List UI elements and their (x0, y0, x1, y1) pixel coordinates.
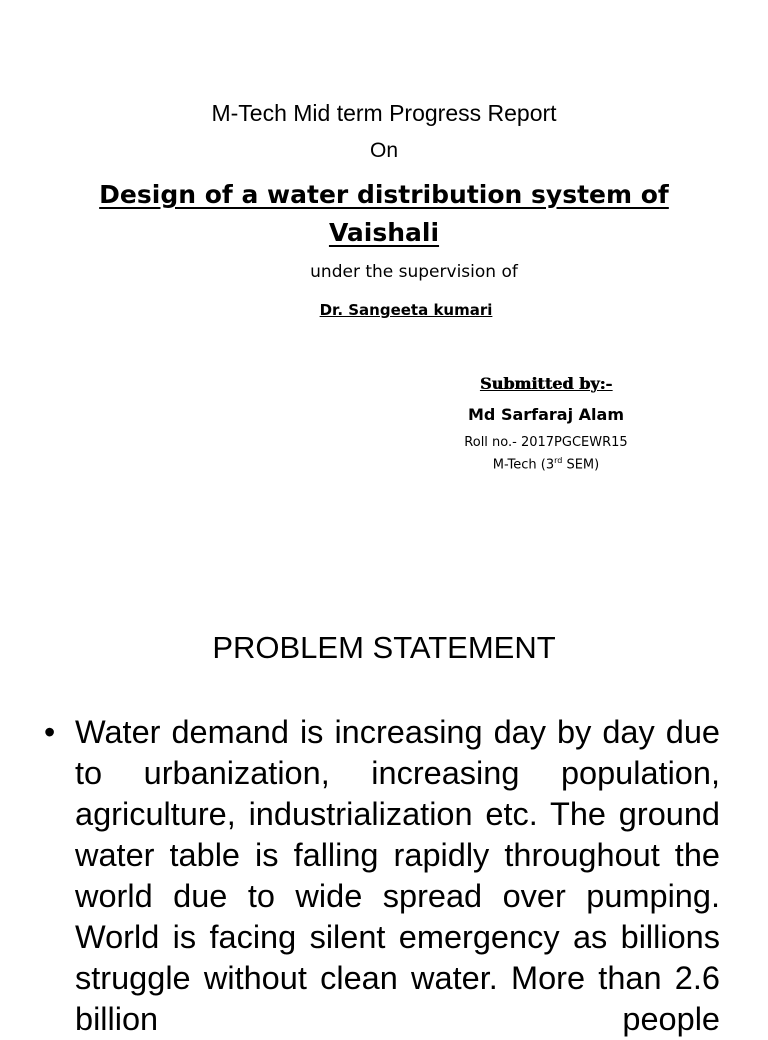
report-title: Design of a water distribution system of Vaishali (99, 180, 669, 247)
bullet-text: Water demand is increasing day by day due to urbanization, increasing population, agriculture, industrialization etc. The ground water table is falling rapidly throughout the world due to wide spread over pumping. World is facing silent emergency as billions struggle without clean water. More than 2.6 billion people (75, 714, 720, 1037)
report-on-label: On (369, 139, 398, 162)
program-suffix: SEM) (562, 457, 600, 473)
supervision-intro: under the supervision of (310, 262, 518, 282)
report-type: M-Tech Mid term Progress Report (211, 100, 557, 126)
section-heading: PROBLEM STATEMENT (212, 630, 556, 665)
bullet-list (44, 712, 720, 1040)
bullet-point-icon: • (44, 714, 56, 750)
roll-number: Roll no.- 2017PGCEWR15 (464, 435, 628, 450)
problem-statement-slide (0, 560, 768, 1037)
program-ordinal-suffix: rd (554, 456, 563, 465)
program-prefix: M-Tech (3 (492, 457, 555, 473)
list-item (44, 712, 720, 1040)
submitted-by-label: Submitted by:- (479, 374, 613, 393)
supervisor-name: Dr. Sangeeta kumari (319, 301, 493, 319)
author-name: Md Sarfaraj Alam (468, 405, 624, 424)
program-semester (420, 456, 672, 472)
